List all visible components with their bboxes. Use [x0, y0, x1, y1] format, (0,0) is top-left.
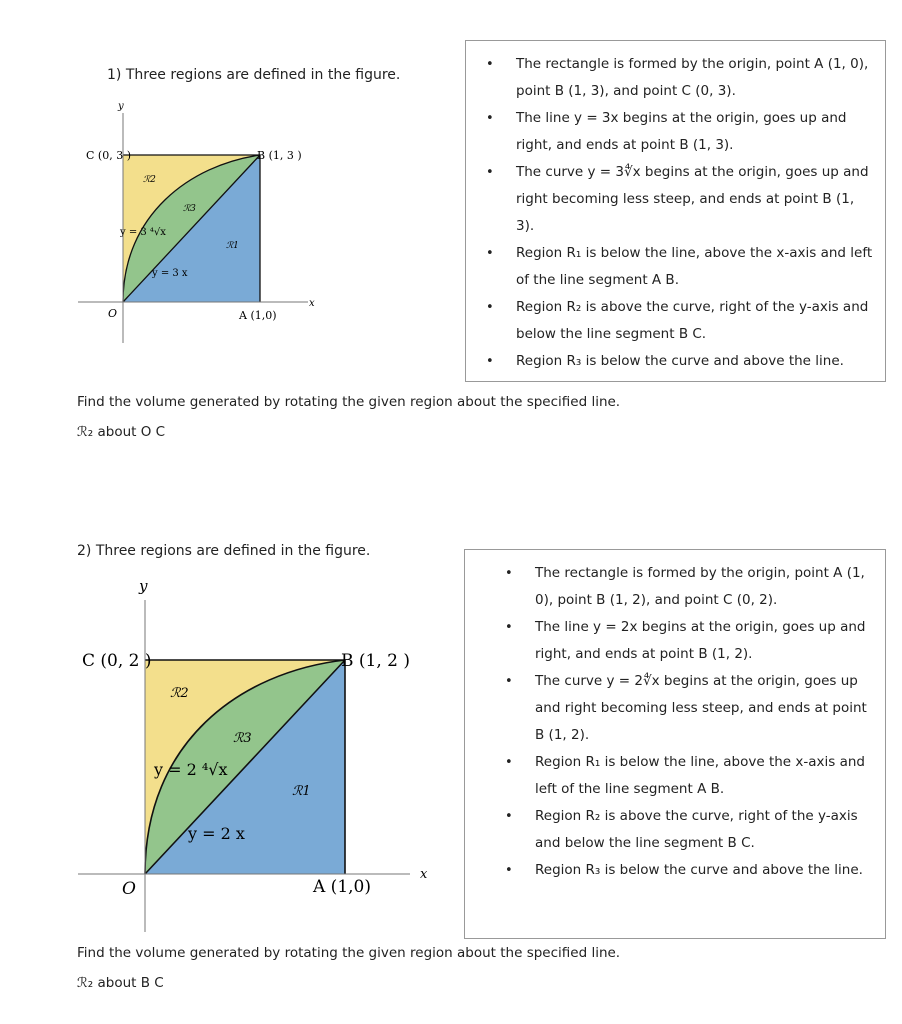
- problem-2-instruction: Find the volume generated by rotating the given region about the specified line.: [77, 945, 621, 961]
- point-c-label: C (0, 2 ): [82, 651, 152, 671]
- bullet-item: • The rectangle is formed by the origin, point A (1, 0), point B (1, 2), and point C (0, 2).: [505, 565, 865, 608]
- bullet-item: • Region R₁ is below the line, above the x-axis and left of the line segment A B.: [486, 245, 873, 288]
- bullet-item: • Region R₂ is above the curve, right of the y-axis and below the line segment B C.: [486, 299, 869, 342]
- bullet-item: • The curve y = 2∜x begins at the origin, goes up and right becoming less steep, and ends at point B (1, 2).: [505, 673, 867, 743]
- line-label: y = 2 x: [188, 824, 245, 843]
- region-2-label: ℛ2: [143, 175, 156, 185]
- point-b-label: B (1, 2 ): [341, 651, 411, 671]
- region-1-label: ℛ1: [226, 241, 239, 251]
- point-c-label: C (0, 3 ): [86, 149, 131, 162]
- bullet-item: • Region R₃ is below the curve and above the line.: [486, 353, 844, 369]
- bullet-item: • Region R₂ is above the curve, right of the y-axis and below the line segment B C.: [505, 808, 858, 851]
- curve-label: y = 3 ⁴√x: [120, 227, 166, 238]
- line-label: y = 3 x: [152, 268, 188, 279]
- point-a-label: A (1,0): [239, 309, 277, 322]
- bullet-item: • The rectangle is formed by the origin, point A (1, 0), point B (1, 3), and point C (0, 3).: [486, 56, 869, 99]
- problem-2-rotation: ℛ₂ about B C: [77, 975, 164, 991]
- bullet-item: • Region R₃ is below the curve and above the line.: [505, 862, 863, 878]
- problem-1-rotation: ℛ₂ about O C: [77, 424, 166, 440]
- problem-1-description-box: [465, 40, 886, 382]
- bullet-item: • The line y = 2x begins at the origin, goes up and right, and ends at point B (1, 2).: [505, 619, 866, 662]
- origin-label: O: [108, 307, 118, 320]
- bullet-item: • The curve y = 3∜x begins at the origin, goes up and right becoming less steep, and ends at point B (1, 3).: [486, 164, 869, 234]
- region-3-label: ℛ3: [183, 204, 196, 214]
- x-axis-label: x: [309, 298, 315, 309]
- region-1-label: ℛ1: [292, 784, 311, 799]
- problem-2-title: 2) Three regions are defined in the figure.: [77, 543, 371, 559]
- region-3-label: ℛ3: [233, 731, 252, 746]
- curve-label: y = 2 ⁴√x: [154, 760, 228, 779]
- problem-1-instruction: Find the volume generated by rotating the given region about the specified line.: [77, 394, 621, 410]
- problem-1-title: 1) Three regions are defined in the figure.: [107, 67, 401, 83]
- problem-1-figure: [70, 95, 340, 350]
- x-axis-label: x: [420, 867, 428, 882]
- bullet-item: • The line y = 3x begins at the origin, goes up and right, and ends at point B (1, 3).: [486, 110, 847, 153]
- point-b-label: B (1, 3 ): [257, 149, 302, 162]
- point-a-label: A (1,0): [313, 877, 371, 897]
- y-axis-label: y: [139, 577, 148, 595]
- y-axis-label: y: [118, 101, 124, 112]
- origin-label: O: [122, 879, 136, 899]
- problem-2-description-box: [464, 549, 886, 939]
- bullet-item: • Region R₁ is below the line, above the x-axis and left of the line segment A B.: [505, 754, 866, 797]
- region-2-label: ℛ2: [170, 686, 189, 701]
- problem-2-figure: [70, 572, 440, 937]
